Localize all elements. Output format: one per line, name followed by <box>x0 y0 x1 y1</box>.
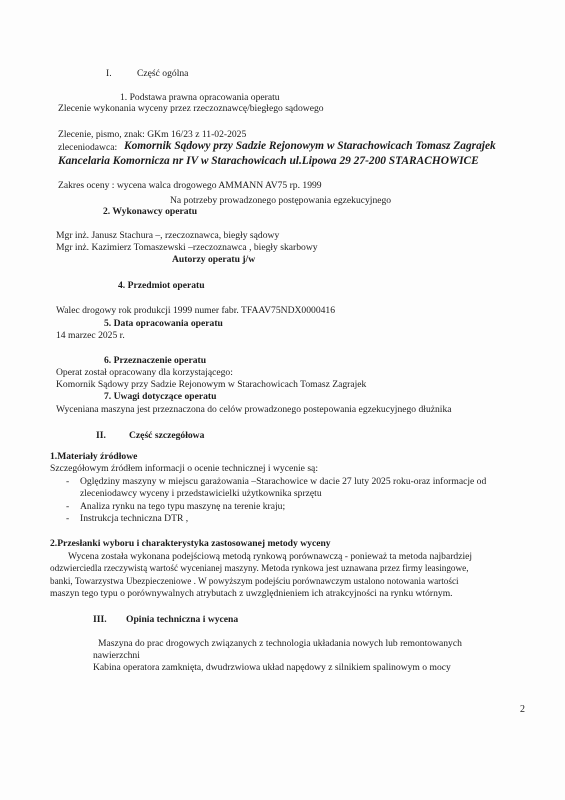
client-line-2: Kancelaria Komornicza nr IV w Starachowicach ul.Lipowa 29 27-200 STARACHOWICE <box>58 155 479 167</box>
materials-bullet-1-cont: zleceniodawcy wyceny i przedstawicielki użytkownika sprzętu <box>80 488 322 499</box>
opinion-line-1: Maszyna do prac drogowych związanych z technologia układania nowych lub remontowanych <box>98 638 462 649</box>
materials-title: 1.Materiały źródłowe <box>50 451 138 462</box>
premises-line-2: odzwierciedla rzeczywistą wartość wycenianej maszyny. Metoda rynkowa jest uznawana przez firmy leasingowe, <box>50 563 469 573</box>
subject-text: Walec drogowy rok produkcji 1999 numer fabr. TFAAV75NDX0000416 <box>56 305 336 316</box>
client-label: zleceniodawca: <box>58 142 118 153</box>
premises-line-4: maszyn tego typu o porównywalnych atrybutach z uwzględnieniem ich atrakcyjności na rynku wtórnym. <box>50 588 453 599</box>
section-1-number: I. <box>106 68 112 79</box>
page-number: 2 <box>520 704 525 715</box>
section-1-heading: Część ogólna <box>137 68 189 79</box>
section-3-heading: Opinia techniczna i wycena <box>126 614 239 625</box>
materials-bullet-3: Instrukcja techniczna DTR , <box>80 513 189 524</box>
prepared-for-text: Operat został opracowany dla korzystającego: <box>56 367 233 378</box>
opinion-line-3: Kabina operatora zamknięta, dwudrzwiowa układ napędowy z silnikiem spalinowym o mocy <box>93 662 451 673</box>
item-7-heading: 7. Uwagi dotyczące operatu <box>104 391 217 402</box>
order-reference: Zlecenie, pismo, znak: GKm 16/23 z 11-02-2025 <box>58 129 247 140</box>
author-2: Mgr inż. Kazimierz Tomaszewski –rzeczoznawca , biegły skarbowy <box>56 242 318 253</box>
scope-text: Zakres oceny : wycena walca drogowego AMMANN AV75 rp. 1999 <box>58 180 322 191</box>
author-1: Mgr inż. Janusz Stachura –, rzeczoznawca, biegły sądowy <box>56 230 280 241</box>
bullet-dash: - <box>66 513 70 524</box>
section-3-number: III. <box>93 614 107 625</box>
purpose-text: Na potrzeby prowadzonego postępowania egzekucyjnego <box>170 195 392 206</box>
authors-signature: Autorzy operatu j/w <box>172 254 256 265</box>
opinion-line-2: nawierzchni <box>93 650 140 661</box>
premises-title: 2.Przesłanki wyboru i charakterystyka zastosowanej metody wyceny <box>50 538 331 549</box>
premises-line-3: banki, Towarzystwa Ubezpieczeniowe . W powyższym podejściu porównawczym ustalono notowania wartości <box>50 576 459 586</box>
item-4-heading: 4. Przedmiot operatu <box>118 280 205 291</box>
item-6-heading: 6. Przeznaczenie operatu <box>104 355 207 366</box>
materials-bullet-2: Analiza rynku na tego typu maszynę na terenie kraju; <box>80 501 286 512</box>
bullet-dash: - <box>66 501 70 512</box>
remarks-text: Wyceniana maszyna jest przeznaczona do celów prowadzonego postepowania egzekucyjnego dłużnika <box>56 404 452 415</box>
section-2-heading: Część szczegółowa <box>129 430 205 441</box>
beneficiary-text: Komornik Sądowy przy Sadzie Rejonowym w Starachowicach Tomasz Zagrajek <box>56 379 367 390</box>
preparation-date: 14 marzec 2025 r. <box>56 330 125 341</box>
client-line-1: Komornik Sądowy przy Sadzie Rejonowym w Starachowicach Tomasz Zagrajek <box>124 140 496 152</box>
item-1-heading: 1. Podstawa prawna opracowania operatu <box>120 92 280 103</box>
item-2-heading: 2. Wykonawcy operatu <box>103 206 198 217</box>
materials-bullet-1: Oględziny maszyny w miejscu garażowania –Starachowice w dacie 27 luty 2025 roku-oraz informacje od <box>80 476 487 487</box>
premises-line-1: Wycena została wykonana podejściową metodą rynkową porównawczą - ponieważ ta metoda najbardziej <box>68 551 473 562</box>
commission-text: Zlecenie wykonania wyceny przez rzeczoznawcę/biegłego sądowego <box>58 103 324 114</box>
section-2-number: II. <box>96 430 106 441</box>
bullet-dash: - <box>66 476 70 487</box>
item-5-heading: 5. Data opracowania operatu <box>104 318 223 329</box>
materials-intro: Szczegółowym źródłem informacji o ocenie technicznej i wycenie są: <box>50 463 318 474</box>
